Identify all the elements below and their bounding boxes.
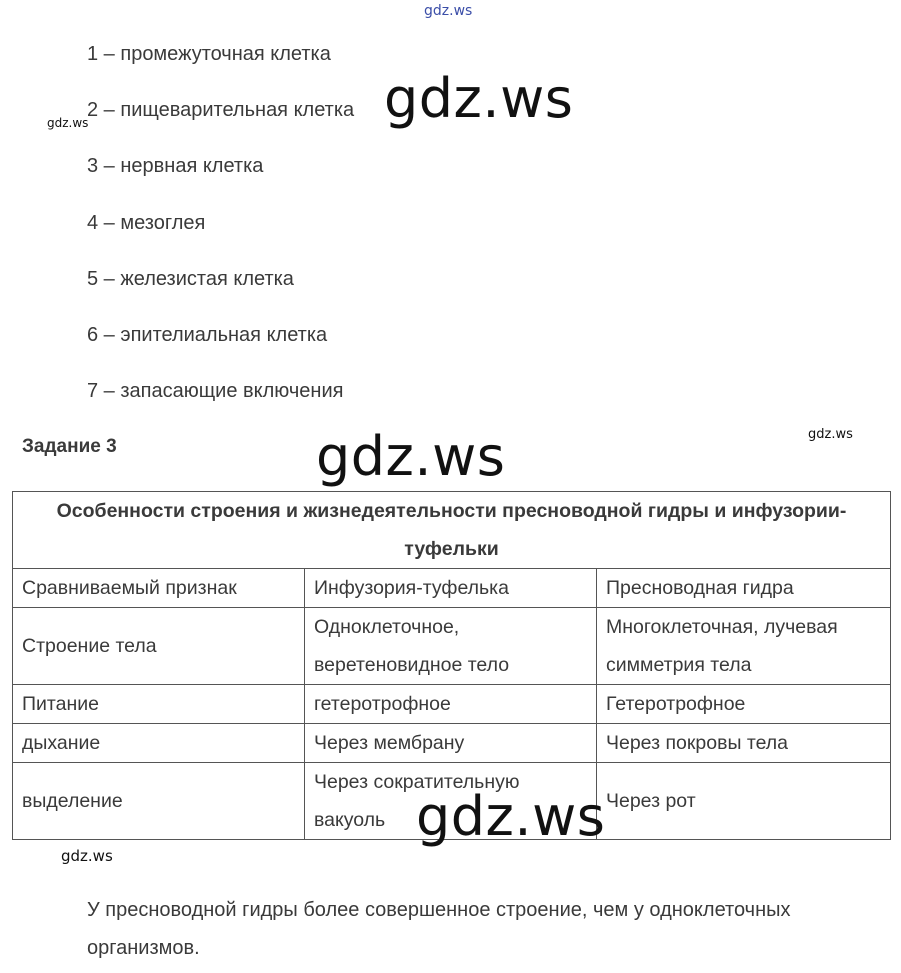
- table-cell: выделение: [13, 763, 305, 840]
- table-cell: гетеротрофное: [305, 685, 597, 724]
- list-item: 2 – пищеварительная клетка: [87, 99, 355, 122]
- table-row: [13, 608, 891, 685]
- list-item: 1 – промежуточная клетка: [87, 43, 331, 65]
- watermark-small: gdz.ws: [47, 116, 89, 130]
- table-header-row: [13, 569, 891, 608]
- table-row: [13, 724, 891, 763]
- cell-legend-list: [87, 40, 354, 433]
- list-item: 5 – железистая клетка: [87, 267, 294, 290]
- table-row: [13, 685, 891, 724]
- table-header-cell: Пресноводная гидра: [597, 569, 891, 608]
- table-header-cell: Сравниваемый признак: [13, 569, 305, 608]
- table-cell: Питание: [13, 685, 305, 724]
- table-cell: Гетеротрофное: [597, 685, 891, 724]
- list-item: 7 – запасающие включения: [87, 380, 344, 403]
- watermark-small: gdz.ws: [808, 427, 853, 442]
- watermark-large: gdz.ws: [316, 425, 506, 488]
- table-cell: Через покровы тела: [597, 724, 891, 763]
- table-header-cell: Инфузория-туфелька: [305, 569, 597, 608]
- table-cell: Строение тела: [13, 608, 305, 685]
- list-item: 4 – мезоглея: [87, 211, 206, 234]
- table-cell: Через мембрану: [305, 724, 597, 763]
- table-cell: Через рот: [597, 763, 891, 840]
- table-cell: Многоклеточная, лучевая симметрия тела: [597, 608, 891, 685]
- list-item: 3 – нервная клетка: [87, 155, 264, 178]
- task-heading: Задание 3: [22, 436, 117, 457]
- table-cell: Через сократительную вакуоль: [305, 763, 597, 840]
- watermark-top: gdz.ws: [424, 3, 473, 19]
- table-cell: дыхание: [13, 724, 305, 763]
- conclusion-text: У пресноводной гидры более совершенное строение, чем у одноклеточных организмов.: [87, 899, 791, 959]
- watermark-large: gdz.ws: [416, 785, 606, 848]
- watermark-small: gdz.ws: [61, 847, 113, 865]
- table-cell: Одноклеточное, веретеновидное тело: [305, 608, 597, 685]
- watermark-large: gdz.ws: [384, 67, 574, 130]
- list-item: 6 – эпителиальная клетка: [87, 323, 328, 346]
- table-title: Особенности строения и жизнедеятельности пресноводной гидры и инфузории-туфельки: [13, 492, 891, 569]
